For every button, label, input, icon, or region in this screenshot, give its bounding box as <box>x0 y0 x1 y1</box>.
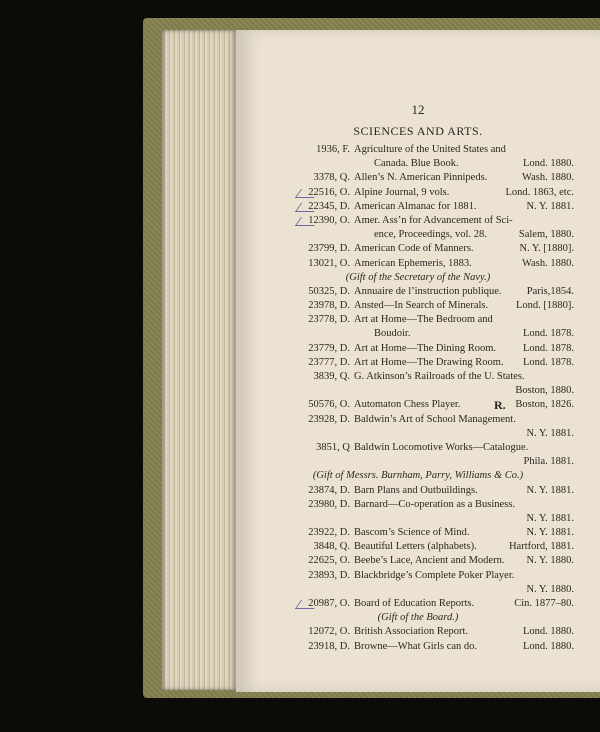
entry-title-continued: Canada. Blue Book. <box>374 158 459 170</box>
place-date: N. Y. [1880]. <box>519 243 574 255</box>
call-number: 23980, D. <box>308 498 350 510</box>
catalogue-line <box>236 285 600 299</box>
marginal-mark: R. <box>494 398 506 413</box>
entry-title: Barnard—Co-operation as a Business. <box>354 498 515 510</box>
page-number: 12 <box>411 102 425 117</box>
call-number: 50325, D. <box>308 285 350 297</box>
catalogue-line <box>236 171 600 185</box>
catalogue-line <box>236 257 600 271</box>
catalogue-line <box>236 370 600 384</box>
call-number: 12072, O. <box>308 626 350 638</box>
catalogue-line <box>236 186 600 200</box>
place-date: Paris,1854. <box>526 285 574 297</box>
catalogue-line <box>236 327 600 341</box>
catalogue-line <box>236 384 600 398</box>
place-date: Lond. 1878. <box>522 342 574 354</box>
entry-title: American Almanac for 1881. <box>354 200 477 212</box>
catalogue-line <box>236 242 600 256</box>
call-number: 23928, D. <box>308 413 350 425</box>
catalogue-line <box>236 569 600 583</box>
catalogue-line <box>236 455 600 469</box>
call-number: 1936, F. <box>316 144 350 155</box>
call-number: 3851, Q <box>316 441 350 453</box>
catalogue-line <box>236 413 600 427</box>
call-number: 3848, Q. <box>313 541 350 553</box>
entry-title: Art at Home—The Dining Room. <box>354 342 497 354</box>
catalogue-line <box>236 611 600 625</box>
entry-title: Art at Home—The Bedroom and <box>354 314 493 326</box>
gift-note: (Gift of the Board.) <box>377 612 459 624</box>
entry-title: Bascom’s Science of Mind. <box>354 527 470 539</box>
catalogue-line <box>236 398 600 412</box>
place-date: N. Y. 1881. <box>526 484 574 496</box>
catalogue-line <box>236 554 600 568</box>
place-date: Lond. 1880. <box>522 626 574 638</box>
place-date: N. Y. 1880. <box>526 583 574 595</box>
catalogue-line <box>236 441 600 455</box>
call-number: 22516, O. <box>308 186 350 198</box>
section-title: SCIENCES AND ARTS. <box>353 124 483 138</box>
entry-title-continued: Boudoir. <box>374 328 411 340</box>
place-date: Wash. 1880. <box>522 257 574 269</box>
entry-title: British Association Report. <box>354 626 469 638</box>
place-date: Lond. 1878. <box>522 356 574 368</box>
place-date: N. Y. 1881. <box>526 200 574 212</box>
catalogue-line <box>236 427 600 441</box>
place-date: N. Y. 1881. <box>526 527 574 539</box>
call-number: 20987, O. <box>308 598 350 609</box>
call-number: 13021, O. <box>308 257 350 269</box>
place-date: Lond. 1880. <box>522 158 574 170</box>
entry-title: Amer. Ass’n for Advancement of Sci- <box>354 214 513 226</box>
catalogue-line <box>236 498 600 512</box>
call-number: 23918, D. <box>308 640 350 652</box>
call-number: 3839, Q. <box>313 371 350 382</box>
catalogue-line <box>236 540 600 554</box>
catalogue-line <box>236 597 600 611</box>
entry-title: Baldwin’s Art of School Management. <box>354 413 516 425</box>
catalogue-line <box>236 157 600 171</box>
catalogue-line <box>236 200 600 214</box>
entry-title: Blackbridge’s Complete Poker Player. <box>354 569 515 581</box>
catalogue-line <box>236 228 600 242</box>
entry-title: Baldwin Locomotive Works—Catalogue. <box>354 441 529 453</box>
entry-title: Browne—What Girls can do. <box>354 640 478 652</box>
catalogue-line <box>236 356 600 370</box>
place-date: Phila. 1881. <box>523 456 574 468</box>
place-date: Cin. 1877–80. <box>514 598 574 609</box>
call-number: 23978, D. <box>308 300 350 312</box>
catalogue-line <box>236 484 600 498</box>
gift-note: (Gift of Messrs. Burnham, Parry, Williams & Co.) <box>312 470 524 482</box>
entry-title: G. Atkinson’s Railroads of the U. States. <box>354 371 525 382</box>
entry-title: Beautiful Letters (alphabets). <box>354 541 477 553</box>
catalogue-line <box>236 214 600 228</box>
catalogue-line <box>236 583 600 597</box>
call-number: 22345, D. <box>308 200 350 212</box>
catalogue-line <box>236 625 600 639</box>
call-number: 12390, O. <box>308 214 350 226</box>
entry-title: Annuaire de l’instruction publique. <box>354 285 502 297</box>
place-date: N. Y. 1880. <box>526 555 574 567</box>
catalogue-line <box>236 342 600 356</box>
call-number: 23778, D. <box>308 314 350 326</box>
entry-title: Agriculture of the United States and <box>354 144 506 155</box>
entry-title: Automaton Chess Player. <box>354 399 461 411</box>
call-number: 23922, D. <box>308 527 350 539</box>
place-date: Hartford, 1881. <box>508 541 574 553</box>
catalogue-line <box>236 640 600 654</box>
entry-title: Alpine Journal, 9 vols. <box>354 186 450 198</box>
catalogue-line <box>236 526 600 540</box>
place-date: Salem, 1880. <box>518 229 574 241</box>
call-number: 23777, D. <box>308 356 350 368</box>
catalogue-line <box>236 469 600 483</box>
catalogue-line <box>236 143 600 157</box>
entry-title: American Ephemeris, 1883. <box>354 257 472 269</box>
entry-title: Allen’s N. American Pinnipeds. <box>354 172 488 184</box>
entry-title: Barn Plans and Outbuildings. <box>354 484 478 496</box>
entry-title: Art at Home—The Drawing Room. <box>354 356 504 368</box>
entry-title-continued: ence, Proceedings, vol. 28. <box>374 229 487 241</box>
place-date: Lond. [1880]. <box>515 300 574 312</box>
place-date: N. Y. 1881. <box>526 512 574 524</box>
call-number: 23874, D. <box>308 484 350 496</box>
entry-title: American Code of Manners. <box>354 243 474 255</box>
place-date: Lond. 1878. <box>522 328 574 340</box>
place-date: Boston, 1880. <box>515 385 574 397</box>
catalogue-line <box>236 512 600 526</box>
catalogue-line <box>236 313 600 327</box>
call-number: 23779, D. <box>308 342 350 354</box>
catalogue-page <box>236 30 600 692</box>
place-date: Wash. 1880. <box>522 172 574 184</box>
call-number: 3378, Q. <box>313 172 350 184</box>
call-number: 23799, D. <box>308 243 350 255</box>
entry-title: Ansted—In Search of Minerals. <box>354 300 489 312</box>
place-date: N. Y. 1881. <box>526 427 574 439</box>
gift-note: (Gift of the Secretary of the Navy.) <box>345 271 491 283</box>
call-number: 50576, O. <box>308 399 350 411</box>
place-date: Boston, 1826. <box>515 399 574 411</box>
call-number: 22625, O. <box>308 555 350 567</box>
catalogue-line <box>236 271 600 285</box>
call-number: 23893, D. <box>308 569 350 581</box>
catalogue-line <box>236 299 600 313</box>
place-date: Lond. 1863, etc. <box>505 186 574 198</box>
page-edges <box>162 30 236 690</box>
catalogue-entries <box>236 143 600 654</box>
entry-title: Beebe’s Lace, Ancient and Modern. <box>354 555 505 567</box>
entry-title: Board of Education Reports. <box>354 598 475 609</box>
place-date: Lond. 1880. <box>522 640 574 652</box>
